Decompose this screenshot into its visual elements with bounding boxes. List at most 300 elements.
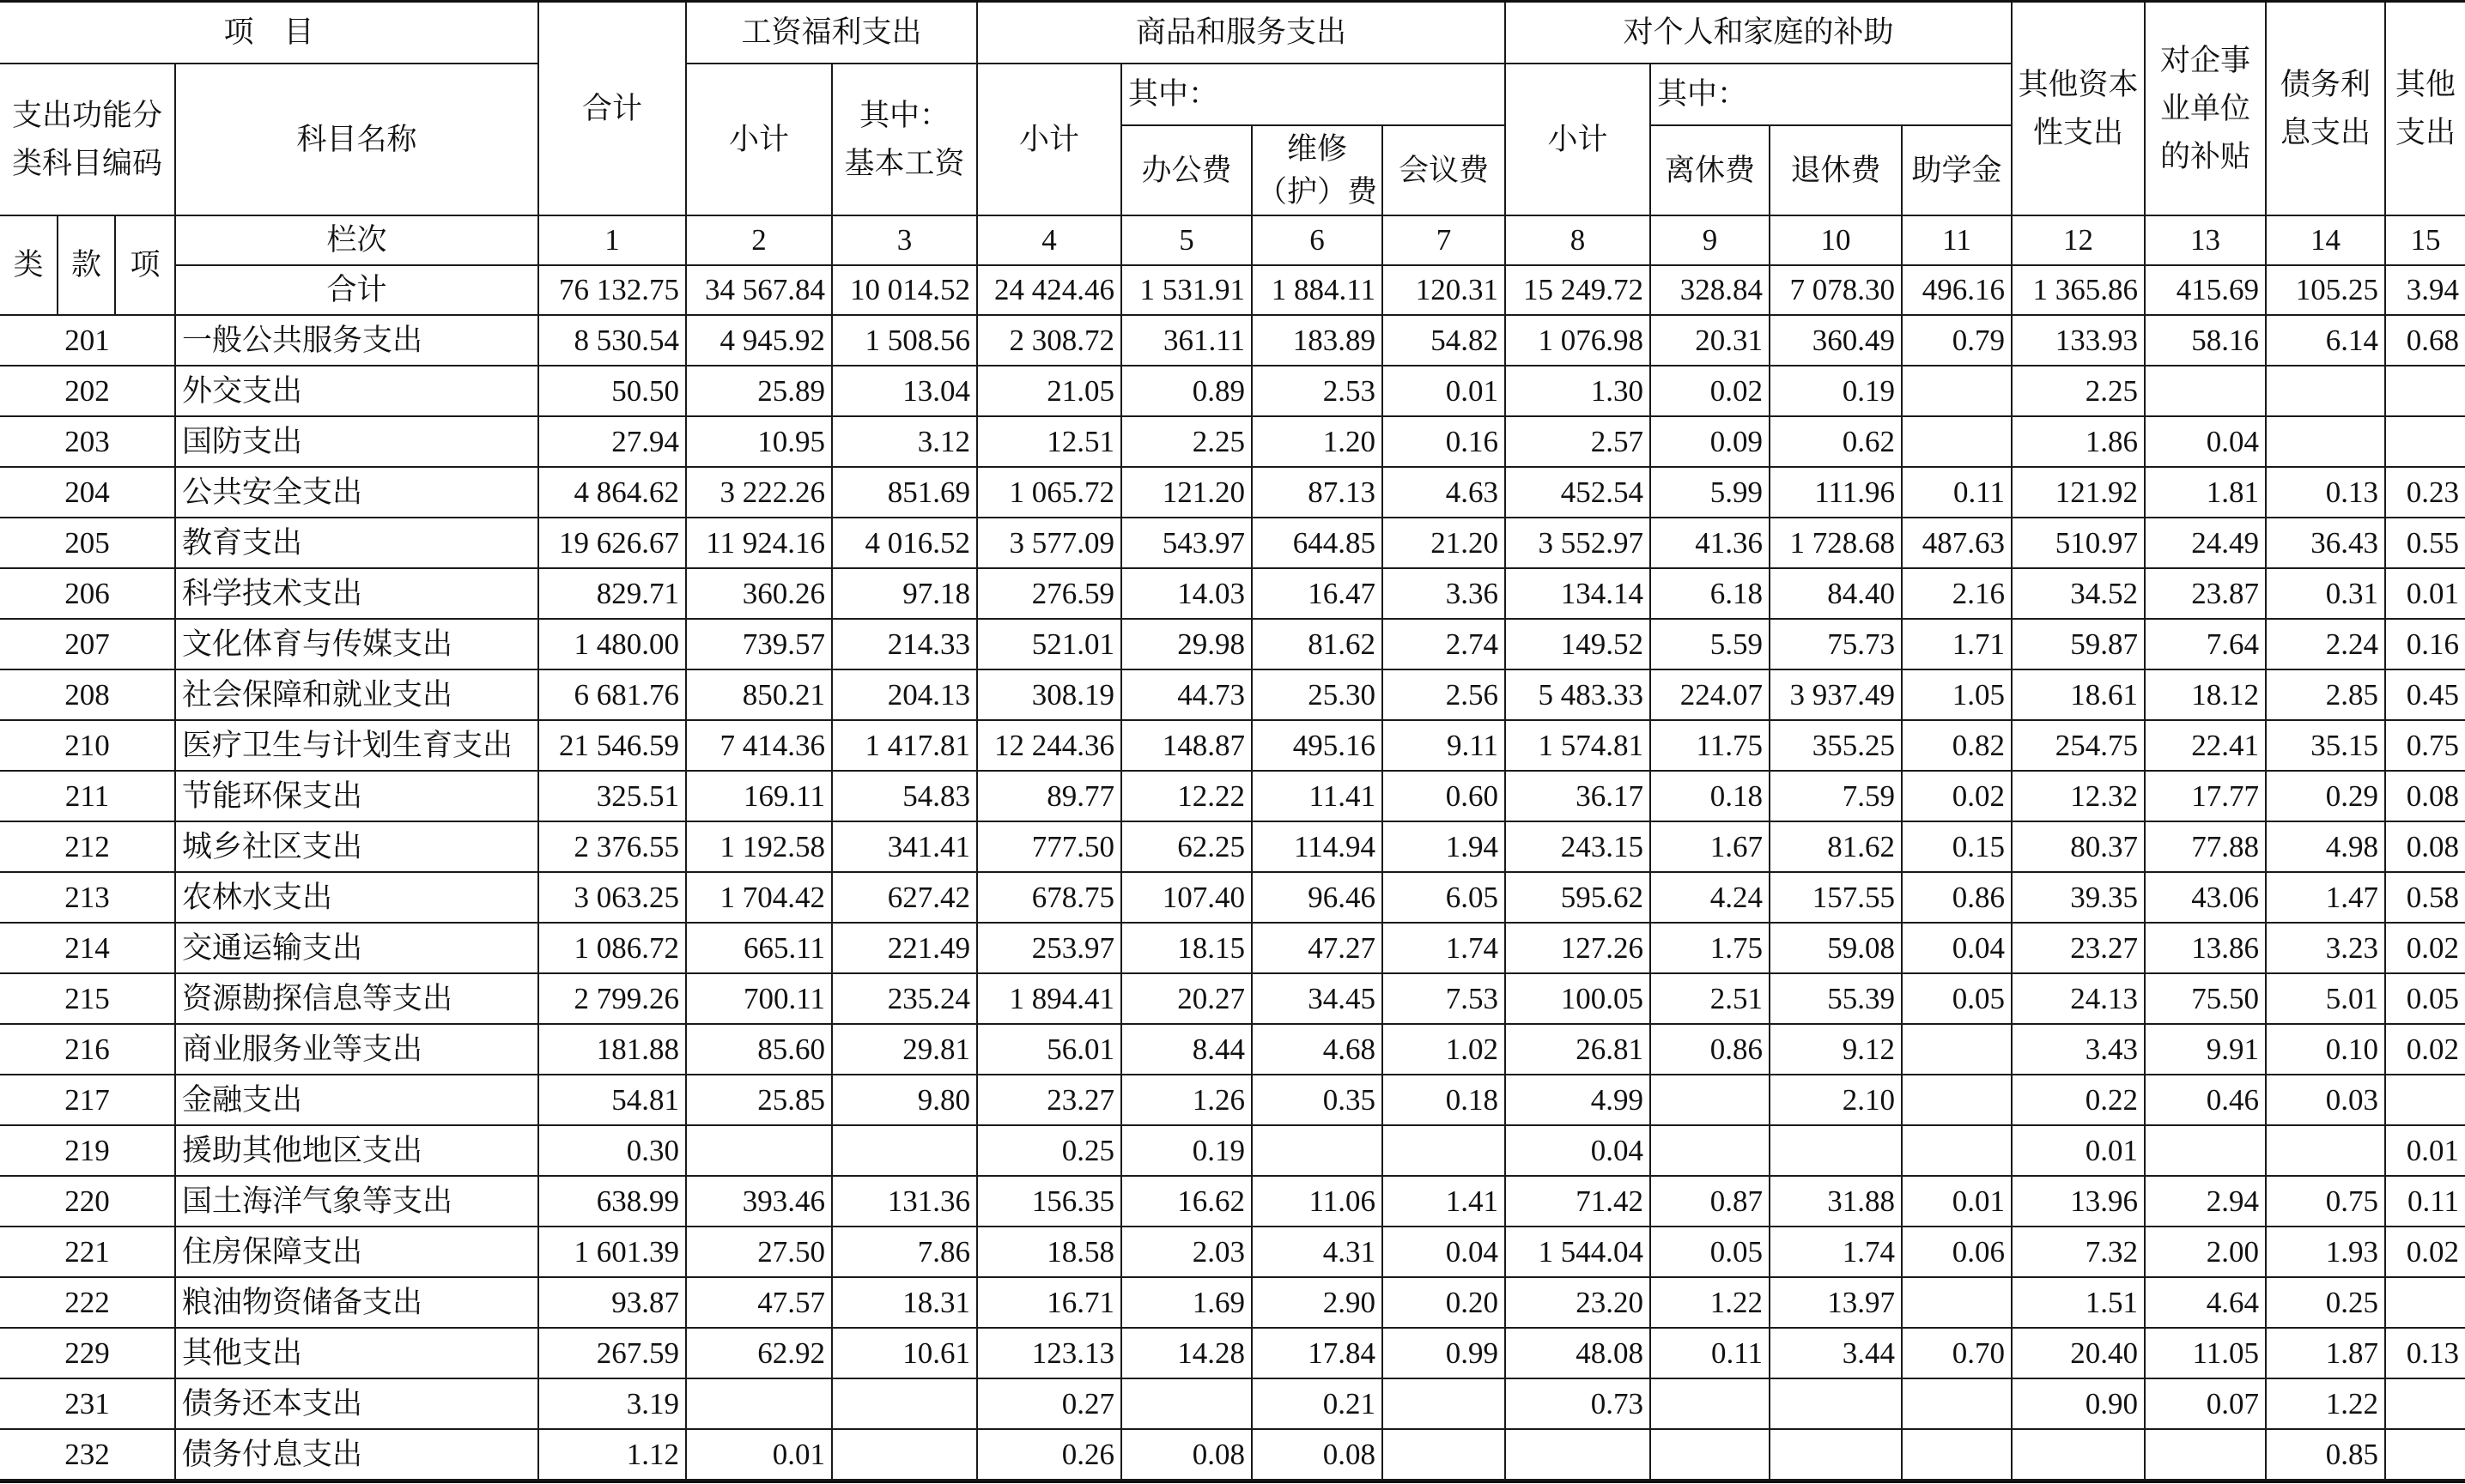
- row-value-cell: 14.03: [1122, 569, 1253, 620]
- row-value-cell: 0.87: [1651, 1177, 1770, 1227]
- row-value-cell: 2.57: [1506, 417, 1651, 468]
- row-subject-name: 外交支出: [176, 366, 539, 417]
- row-value-cell: [1903, 1075, 2013, 1126]
- column-number: 8: [1506, 216, 1651, 266]
- row-value-cell: 0.85: [2267, 1430, 2386, 1481]
- row-value-cell: 0.16: [2386, 620, 2465, 670]
- row-value-cell: 0.07: [2146, 1379, 2267, 1430]
- header-goods-subtotal: 小计: [978, 64, 1122, 216]
- row-value-cell: [1903, 1278, 2013, 1329]
- row-value-cell: 0.11: [1651, 1329, 1770, 1379]
- row-value-cell: 0.86: [1903, 873, 2013, 924]
- row-value-cell: [2146, 1126, 2267, 1177]
- header-household-subtotal: 小计: [1506, 64, 1651, 216]
- row-value-cell: 3.12: [833, 417, 978, 468]
- row-value-cell: 678.75: [978, 873, 1122, 924]
- row-value-cell: 1 086.72: [539, 924, 687, 974]
- row-value-cell: 2 799.26: [539, 974, 687, 1025]
- row-value-cell: 0.04: [1903, 924, 2013, 974]
- row-value-cell: 638.99: [539, 1177, 687, 1227]
- total-value-cell: 76 132.75: [539, 266, 687, 316]
- row-value-cell: 0.15: [1903, 822, 2013, 873]
- row-value-cell: 1 065.72: [978, 468, 1122, 518]
- row-code: 204: [0, 468, 176, 518]
- row-value-cell: 13.96: [2013, 1177, 2146, 1227]
- row-value-cell: 62.92: [687, 1329, 833, 1379]
- row-value-cell: 341.41: [833, 822, 978, 873]
- row-value-cell: 26.81: [1506, 1025, 1651, 1075]
- row-value-cell: 12.32: [2013, 772, 2146, 822]
- row-value-cell: 50.50: [539, 366, 687, 417]
- row-value-cell: 97.18: [833, 569, 978, 620]
- row-value-cell: 2.24: [2267, 620, 2386, 670]
- row-value-cell: 34.52: [2013, 569, 2146, 620]
- row-value-cell: 1.67: [1651, 822, 1770, 873]
- row-value-cell: 14.28: [1122, 1329, 1253, 1379]
- row-value-cell: [1383, 1379, 1506, 1430]
- row-value-cell: 11.05: [2146, 1329, 2267, 1379]
- row-value-cell: 1.93: [2267, 1227, 2386, 1278]
- total-value-cell: 328.84: [1651, 266, 1770, 316]
- header-office: 办公费: [1122, 126, 1253, 216]
- header-meeting: 会议费: [1383, 126, 1506, 216]
- row-value-cell: 59.08: [1770, 924, 1903, 974]
- row-value-cell: 0.23: [2386, 468, 2465, 518]
- row-value-cell: 11.06: [1253, 1177, 1383, 1227]
- row-value-cell: [1903, 417, 2013, 468]
- column-number: 1: [539, 216, 687, 266]
- row-value-cell: [2386, 1075, 2465, 1126]
- row-subject-name: 一般公共服务支出: [176, 316, 539, 366]
- row-value-cell: 8.44: [1122, 1025, 1253, 1075]
- row-value-cell: 1.12: [539, 1430, 687, 1481]
- row-value-cell: 0.09: [1651, 417, 1770, 468]
- column-number: 9: [1651, 216, 1770, 266]
- column-number: 12: [2013, 216, 2146, 266]
- row-value-cell: 0.01: [2386, 1126, 2465, 1177]
- header-subject-name: 科目名称: [176, 64, 539, 216]
- row-value-cell: 0.55: [2386, 518, 2465, 569]
- row-value-cell: [2386, 1379, 2465, 1430]
- row-value-cell: 5.59: [1651, 620, 1770, 670]
- row-value-cell: 0.60: [1383, 772, 1506, 822]
- row-value-cell: 0.62: [1770, 417, 1903, 468]
- row-value-cell: 114.94: [1253, 822, 1383, 873]
- row-value-cell: 7.32: [2013, 1227, 2146, 1278]
- row-value-cell: [1651, 1379, 1770, 1430]
- row-value-cell: 13.97: [1770, 1278, 1903, 1329]
- row-value-cell: [1903, 1025, 2013, 1075]
- header-debt-interest: 债务利 息支出: [2267, 3, 2386, 216]
- row-value-cell: 0.01: [1383, 366, 1506, 417]
- row-value-cell: [1506, 1430, 1651, 1481]
- row-value-cell: 0.75: [2267, 1177, 2386, 1227]
- row-value-cell: 1 508.56: [833, 316, 978, 366]
- row-value-cell: 3 063.25: [539, 873, 687, 924]
- row-value-cell: 0.01: [687, 1430, 833, 1481]
- row-value-cell: 93.87: [539, 1278, 687, 1329]
- row-value-cell: 2.16: [1903, 569, 2013, 620]
- row-value-cell: 54.82: [1383, 316, 1506, 366]
- row-value-cell: 11 924.16: [687, 518, 833, 569]
- header-goods-services: 商品和服务支出: [978, 3, 1506, 64]
- row-value-cell: 0.01: [2386, 569, 2465, 620]
- row-subject-name: 商业服务业等支出: [176, 1025, 539, 1075]
- row-subject-name: 援助其他地区支出: [176, 1126, 539, 1177]
- row-value-cell: 23.27: [978, 1075, 1122, 1126]
- row-value-cell: 1.02: [1383, 1025, 1506, 1075]
- row-value-cell: 0.46: [2146, 1075, 2267, 1126]
- row-value-cell: 0.04: [1383, 1227, 1506, 1278]
- row-value-cell: 452.54: [1506, 468, 1651, 518]
- row-code: 221: [0, 1227, 176, 1278]
- row-value-cell: 12.22: [1122, 772, 1253, 822]
- row-code: 231: [0, 1379, 176, 1430]
- header-section: 款: [58, 216, 116, 316]
- row-value-cell: 7.64: [2146, 620, 2267, 670]
- column-number: 6: [1253, 216, 1383, 266]
- row-value-cell: 360.26: [687, 569, 833, 620]
- row-value-cell: 0.20: [1383, 1278, 1506, 1329]
- row-code: 210: [0, 721, 176, 772]
- row-value-cell: [1770, 1379, 1903, 1430]
- total-value-cell: 15 249.72: [1506, 266, 1651, 316]
- row-value-cell: 29.98: [1122, 620, 1253, 670]
- row-subject-name: 交通运输支出: [176, 924, 539, 974]
- row-value-cell: 0.08: [1122, 1430, 1253, 1481]
- row-value-cell: [1770, 1430, 1903, 1481]
- row-value-cell: 3 222.26: [687, 468, 833, 518]
- row-value-cell: 1.69: [1122, 1278, 1253, 1329]
- row-value-cell: 850.21: [687, 670, 833, 721]
- row-value-cell: 254.75: [2013, 721, 2146, 772]
- row-value-cell: 1.81: [2146, 468, 2267, 518]
- header-household-subsidies: 对个人和家庭的补助: [1506, 3, 2013, 64]
- row-value-cell: 0.11: [2386, 1177, 2465, 1227]
- row-value-cell: 9.91: [2146, 1025, 2267, 1075]
- row-value-cell: 0.10: [2267, 1025, 2386, 1075]
- row-value-cell: 0.22: [2013, 1075, 2146, 1126]
- row-value-cell: [2146, 366, 2267, 417]
- row-value-cell: 521.01: [978, 620, 1122, 670]
- row-value-cell: 1.22: [2267, 1379, 2386, 1430]
- row-value-cell: [2146, 1430, 2267, 1481]
- row-value-cell: 16.47: [1253, 569, 1383, 620]
- row-value-cell: 2 376.55: [539, 822, 687, 873]
- row-value-cell: 0.03: [2267, 1075, 2386, 1126]
- header-class: 类: [0, 216, 58, 316]
- header-item: 项 目: [0, 3, 539, 64]
- row-value-cell: 7.86: [833, 1227, 978, 1278]
- row-value-cell: 56.01: [978, 1025, 1122, 1075]
- header-basic-wage: 其中： 基本工资: [833, 64, 978, 216]
- row-value-cell: 121.20: [1122, 468, 1253, 518]
- row-value-cell: 3 552.97: [1506, 518, 1651, 569]
- row-value-cell: 7.59: [1770, 772, 1903, 822]
- row-value-cell: 0.99: [1383, 1329, 1506, 1379]
- row-value-cell: [1903, 1379, 2013, 1430]
- row-value-cell: 4 864.62: [539, 468, 687, 518]
- row-value-cell: 2.03: [1122, 1227, 1253, 1278]
- row-value-cell: 21.20: [1383, 518, 1506, 569]
- row-subject-name: 资源勘探信息等支出: [176, 974, 539, 1025]
- row-code: 217: [0, 1075, 176, 1126]
- row-value-cell: 1.47: [2267, 873, 2386, 924]
- row-value-cell: 0.29: [2267, 772, 2386, 822]
- total-value-cell: 496.16: [1903, 266, 2013, 316]
- row-value-cell: 123.13: [978, 1329, 1122, 1379]
- row-value-cell: [1651, 1430, 1770, 1481]
- total-value-cell: 3.94: [2386, 266, 2465, 316]
- row-value-cell: 0.82: [1903, 721, 2013, 772]
- total-value-cell: 1 884.11: [1253, 266, 1383, 316]
- row-value-cell: 7.53: [1383, 974, 1506, 1025]
- row-value-cell: 18.15: [1122, 924, 1253, 974]
- row-value-cell: [2386, 1430, 2465, 1481]
- row-value-cell: [1122, 1379, 1253, 1430]
- row-value-cell: [687, 1126, 833, 1177]
- row-value-cell: 0.13: [2267, 468, 2386, 518]
- row-value-cell: 0.35: [1253, 1075, 1383, 1126]
- row-value-cell: 0.04: [2146, 417, 2267, 468]
- row-value-cell: [1770, 1126, 1903, 1177]
- row-value-cell: 0.45: [2386, 670, 2465, 721]
- row-value-cell: 16.71: [978, 1278, 1122, 1329]
- row-value-cell: 1.75: [1651, 924, 1770, 974]
- column-number: 15: [2386, 216, 2465, 266]
- row-value-cell: 665.11: [687, 924, 833, 974]
- column-number: 2: [687, 216, 833, 266]
- row-value-cell: 0.26: [978, 1430, 1122, 1481]
- row-value-cell: 75.50: [2146, 974, 2267, 1025]
- row-value-cell: 36.43: [2267, 518, 2386, 569]
- row-value-cell: 84.40: [1770, 569, 1903, 620]
- row-value-cell: 595.62: [1506, 873, 1651, 924]
- row-value-cell: 6.18: [1651, 569, 1770, 620]
- row-value-cell: 18.58: [978, 1227, 1122, 1278]
- row-value-cell: 87.13: [1253, 468, 1383, 518]
- row-subject-name: 农林水支出: [176, 873, 539, 924]
- header-other-expenditure: 其他 支出: [2386, 3, 2465, 216]
- row-value-cell: 495.16: [1253, 721, 1383, 772]
- row-value-cell: 27.94: [539, 417, 687, 468]
- column-number: 14: [2267, 216, 2386, 266]
- row-value-cell: 27.50: [687, 1227, 833, 1278]
- row-value-cell: 18.31: [833, 1278, 978, 1329]
- row-value-cell: 25.89: [687, 366, 833, 417]
- row-value-cell: 0.30: [539, 1126, 687, 1177]
- row-subject-name: 债务付息支出: [176, 1430, 539, 1481]
- row-subject-name: 教育支出: [176, 518, 539, 569]
- row-value-cell: 8 530.54: [539, 316, 687, 366]
- row-value-cell: 1 417.81: [833, 721, 978, 772]
- row-value-cell: 0.05: [1651, 1227, 1770, 1278]
- header-column-number-label: 栏次: [176, 216, 539, 266]
- row-value-cell: 12.51: [978, 417, 1122, 468]
- row-value-cell: 12 244.36: [978, 721, 1122, 772]
- row-subject-name: 住房保障支出: [176, 1227, 539, 1278]
- row-value-cell: 0.19: [1122, 1126, 1253, 1177]
- row-value-cell: 4.31: [1253, 1227, 1383, 1278]
- column-number: 5: [1122, 216, 1253, 266]
- row-code: 214: [0, 924, 176, 974]
- row-value-cell: 4.68: [1253, 1025, 1383, 1075]
- header-household-of-which: 其中：: [1651, 64, 2013, 126]
- row-value-cell: 156.35: [978, 1177, 1122, 1227]
- row-value-cell: 81.62: [1253, 620, 1383, 670]
- row-value-cell: 34.45: [1253, 974, 1383, 1025]
- row-code: 207: [0, 620, 176, 670]
- row-value-cell: 127.26: [1506, 924, 1651, 974]
- total-value-cell: 1 365.86: [2013, 266, 2146, 316]
- row-value-cell: 0.01: [1903, 1177, 2013, 1227]
- row-value-cell: 29.81: [833, 1025, 978, 1075]
- row-value-cell: 644.85: [1253, 518, 1383, 569]
- row-value-cell: 0.31: [2267, 569, 2386, 620]
- row-value-cell: 0.21: [1253, 1379, 1383, 1430]
- row-value-cell: [1651, 1075, 1770, 1126]
- row-value-cell: 6 681.76: [539, 670, 687, 721]
- row-value-cell: 24.49: [2146, 518, 2267, 569]
- row-value-cell: 4.24: [1651, 873, 1770, 924]
- column-number: 3: [833, 216, 978, 266]
- row-value-cell: 75.73: [1770, 620, 1903, 670]
- row-value-cell: 0.25: [978, 1126, 1122, 1177]
- row-value-cell: 1.94: [1383, 822, 1506, 873]
- row-value-cell: 149.52: [1506, 620, 1651, 670]
- row-subject-name: 科学技术支出: [176, 569, 539, 620]
- row-value-cell: 5.01: [2267, 974, 2386, 1025]
- row-code: 220: [0, 1177, 176, 1227]
- row-code: 206: [0, 569, 176, 620]
- total-row-label: 合计: [176, 266, 539, 316]
- row-value-cell: [833, 1126, 978, 1177]
- row-value-cell: 1.74: [1770, 1227, 1903, 1278]
- row-code: 229: [0, 1329, 176, 1379]
- row-value-cell: 9.80: [833, 1075, 978, 1126]
- row-value-cell: 543.97: [1122, 518, 1253, 569]
- row-value-cell: 6.05: [1383, 873, 1506, 924]
- row-value-cell: 18.61: [2013, 670, 2146, 721]
- row-value-cell: 18.12: [2146, 670, 2267, 721]
- row-value-cell: 1 704.42: [687, 873, 833, 924]
- row-value-cell: 0.01: [2013, 1126, 2146, 1177]
- row-value-cell: 80.37: [2013, 822, 2146, 873]
- row-value-cell: 59.87: [2013, 620, 2146, 670]
- row-value-cell: 3 577.09: [978, 518, 1122, 569]
- row-value-cell: 181.88: [539, 1025, 687, 1075]
- row-value-cell: 11.75: [1651, 721, 1770, 772]
- row-value-cell: [833, 1379, 978, 1430]
- total-value-cell: 34 567.84: [687, 266, 833, 316]
- header-goods-of-which: 其中：: [1122, 64, 1506, 126]
- row-value-cell: 17.77: [2146, 772, 2267, 822]
- row-value-cell: 6.14: [2267, 316, 2386, 366]
- row-value-cell: 777.50: [978, 822, 1122, 873]
- row-value-cell: 0.58: [2386, 873, 2465, 924]
- row-value-cell: 0.02: [2386, 924, 2465, 974]
- row-value-cell: 2.74: [1383, 620, 1506, 670]
- row-value-cell: 4 945.92: [687, 316, 833, 366]
- header-repair: 维修 （护）费: [1253, 126, 1383, 216]
- row-value-cell: 0.05: [1903, 974, 2013, 1025]
- row-value-cell: 1 728.68: [1770, 518, 1903, 569]
- row-value-cell: 169.11: [687, 772, 833, 822]
- row-value-cell: 13.86: [2146, 924, 2267, 974]
- row-value-cell: 224.07: [1651, 670, 1770, 721]
- total-value-cell: 1 531.91: [1122, 266, 1253, 316]
- row-value-cell: 47.27: [1253, 924, 1383, 974]
- row-value-cell: 0.18: [1383, 1075, 1506, 1126]
- row-value-cell: 0.18: [1651, 772, 1770, 822]
- total-value-cell: 120.31: [1383, 266, 1506, 316]
- row-value-cell: 111.96: [1770, 468, 1903, 518]
- row-value-cell: 41.36: [1651, 518, 1770, 569]
- row-subject-name: 文化体育与传媒支出: [176, 620, 539, 670]
- row-value-cell: 25.30: [1253, 670, 1383, 721]
- row-value-cell: 121.92: [2013, 468, 2146, 518]
- row-value-cell: 23.20: [1506, 1278, 1651, 1329]
- row-value-cell: 10.95: [687, 417, 833, 468]
- row-value-cell: 62.25: [1122, 822, 1253, 873]
- row-value-cell: 214.33: [833, 620, 978, 670]
- row-value-cell: [1383, 1430, 1506, 1481]
- row-subject-name: 社会保障和就业支出: [176, 670, 539, 721]
- row-code: 222: [0, 1278, 176, 1329]
- row-value-cell: 0.25: [2267, 1278, 2386, 1329]
- row-value-cell: [1253, 1126, 1383, 1177]
- row-value-cell: 0.02: [1651, 366, 1770, 417]
- row-value-cell: 0.86: [1651, 1025, 1770, 1075]
- row-value-cell: 43.06: [2146, 873, 2267, 924]
- row-value-cell: 9.11: [1383, 721, 1506, 772]
- row-value-cell: 1 574.81: [1506, 721, 1651, 772]
- row-value-cell: 1 894.41: [978, 974, 1122, 1025]
- row-code: 216: [0, 1025, 176, 1075]
- row-code: 212: [0, 822, 176, 873]
- row-code: 215: [0, 974, 176, 1025]
- row-value-cell: [2386, 366, 2465, 417]
- row-value-cell: 487.63: [1903, 518, 2013, 569]
- row-value-cell: 0.05: [2386, 974, 2465, 1025]
- row-code: 203: [0, 417, 176, 468]
- row-value-cell: 510.97: [2013, 518, 2146, 569]
- row-value-cell: 0.90: [2013, 1379, 2146, 1430]
- row-value-cell: [2386, 1278, 2465, 1329]
- row-value-cell: 0.75: [2386, 721, 2465, 772]
- row-value-cell: 11.41: [1253, 772, 1383, 822]
- row-value-cell: 1 076.98: [1506, 316, 1651, 366]
- header-stipend: 助学金: [1903, 126, 2013, 216]
- row-value-cell: 89.77: [978, 772, 1122, 822]
- row-value-cell: [2267, 366, 2386, 417]
- row-value-cell: 0.27: [978, 1379, 1122, 1430]
- total-value-cell: 10 014.52: [833, 266, 978, 316]
- row-value-cell: 4.98: [2267, 822, 2386, 873]
- row-value-cell: 739.57: [687, 620, 833, 670]
- row-code: 232: [0, 1430, 176, 1481]
- row-value-cell: 2 308.72: [978, 316, 1122, 366]
- row-value-cell: 1.05: [1903, 670, 2013, 721]
- row-value-cell: 3.43: [2013, 1025, 2146, 1075]
- row-value-cell: 5.99: [1651, 468, 1770, 518]
- row-value-cell: 0.02: [1903, 772, 2013, 822]
- row-code: 201: [0, 316, 176, 366]
- row-value-cell: [2267, 1126, 2386, 1177]
- row-value-cell: 3.44: [1770, 1329, 1903, 1379]
- row-value-cell: 2.94: [2146, 1177, 2267, 1227]
- row-value-cell: 7 414.36: [687, 721, 833, 772]
